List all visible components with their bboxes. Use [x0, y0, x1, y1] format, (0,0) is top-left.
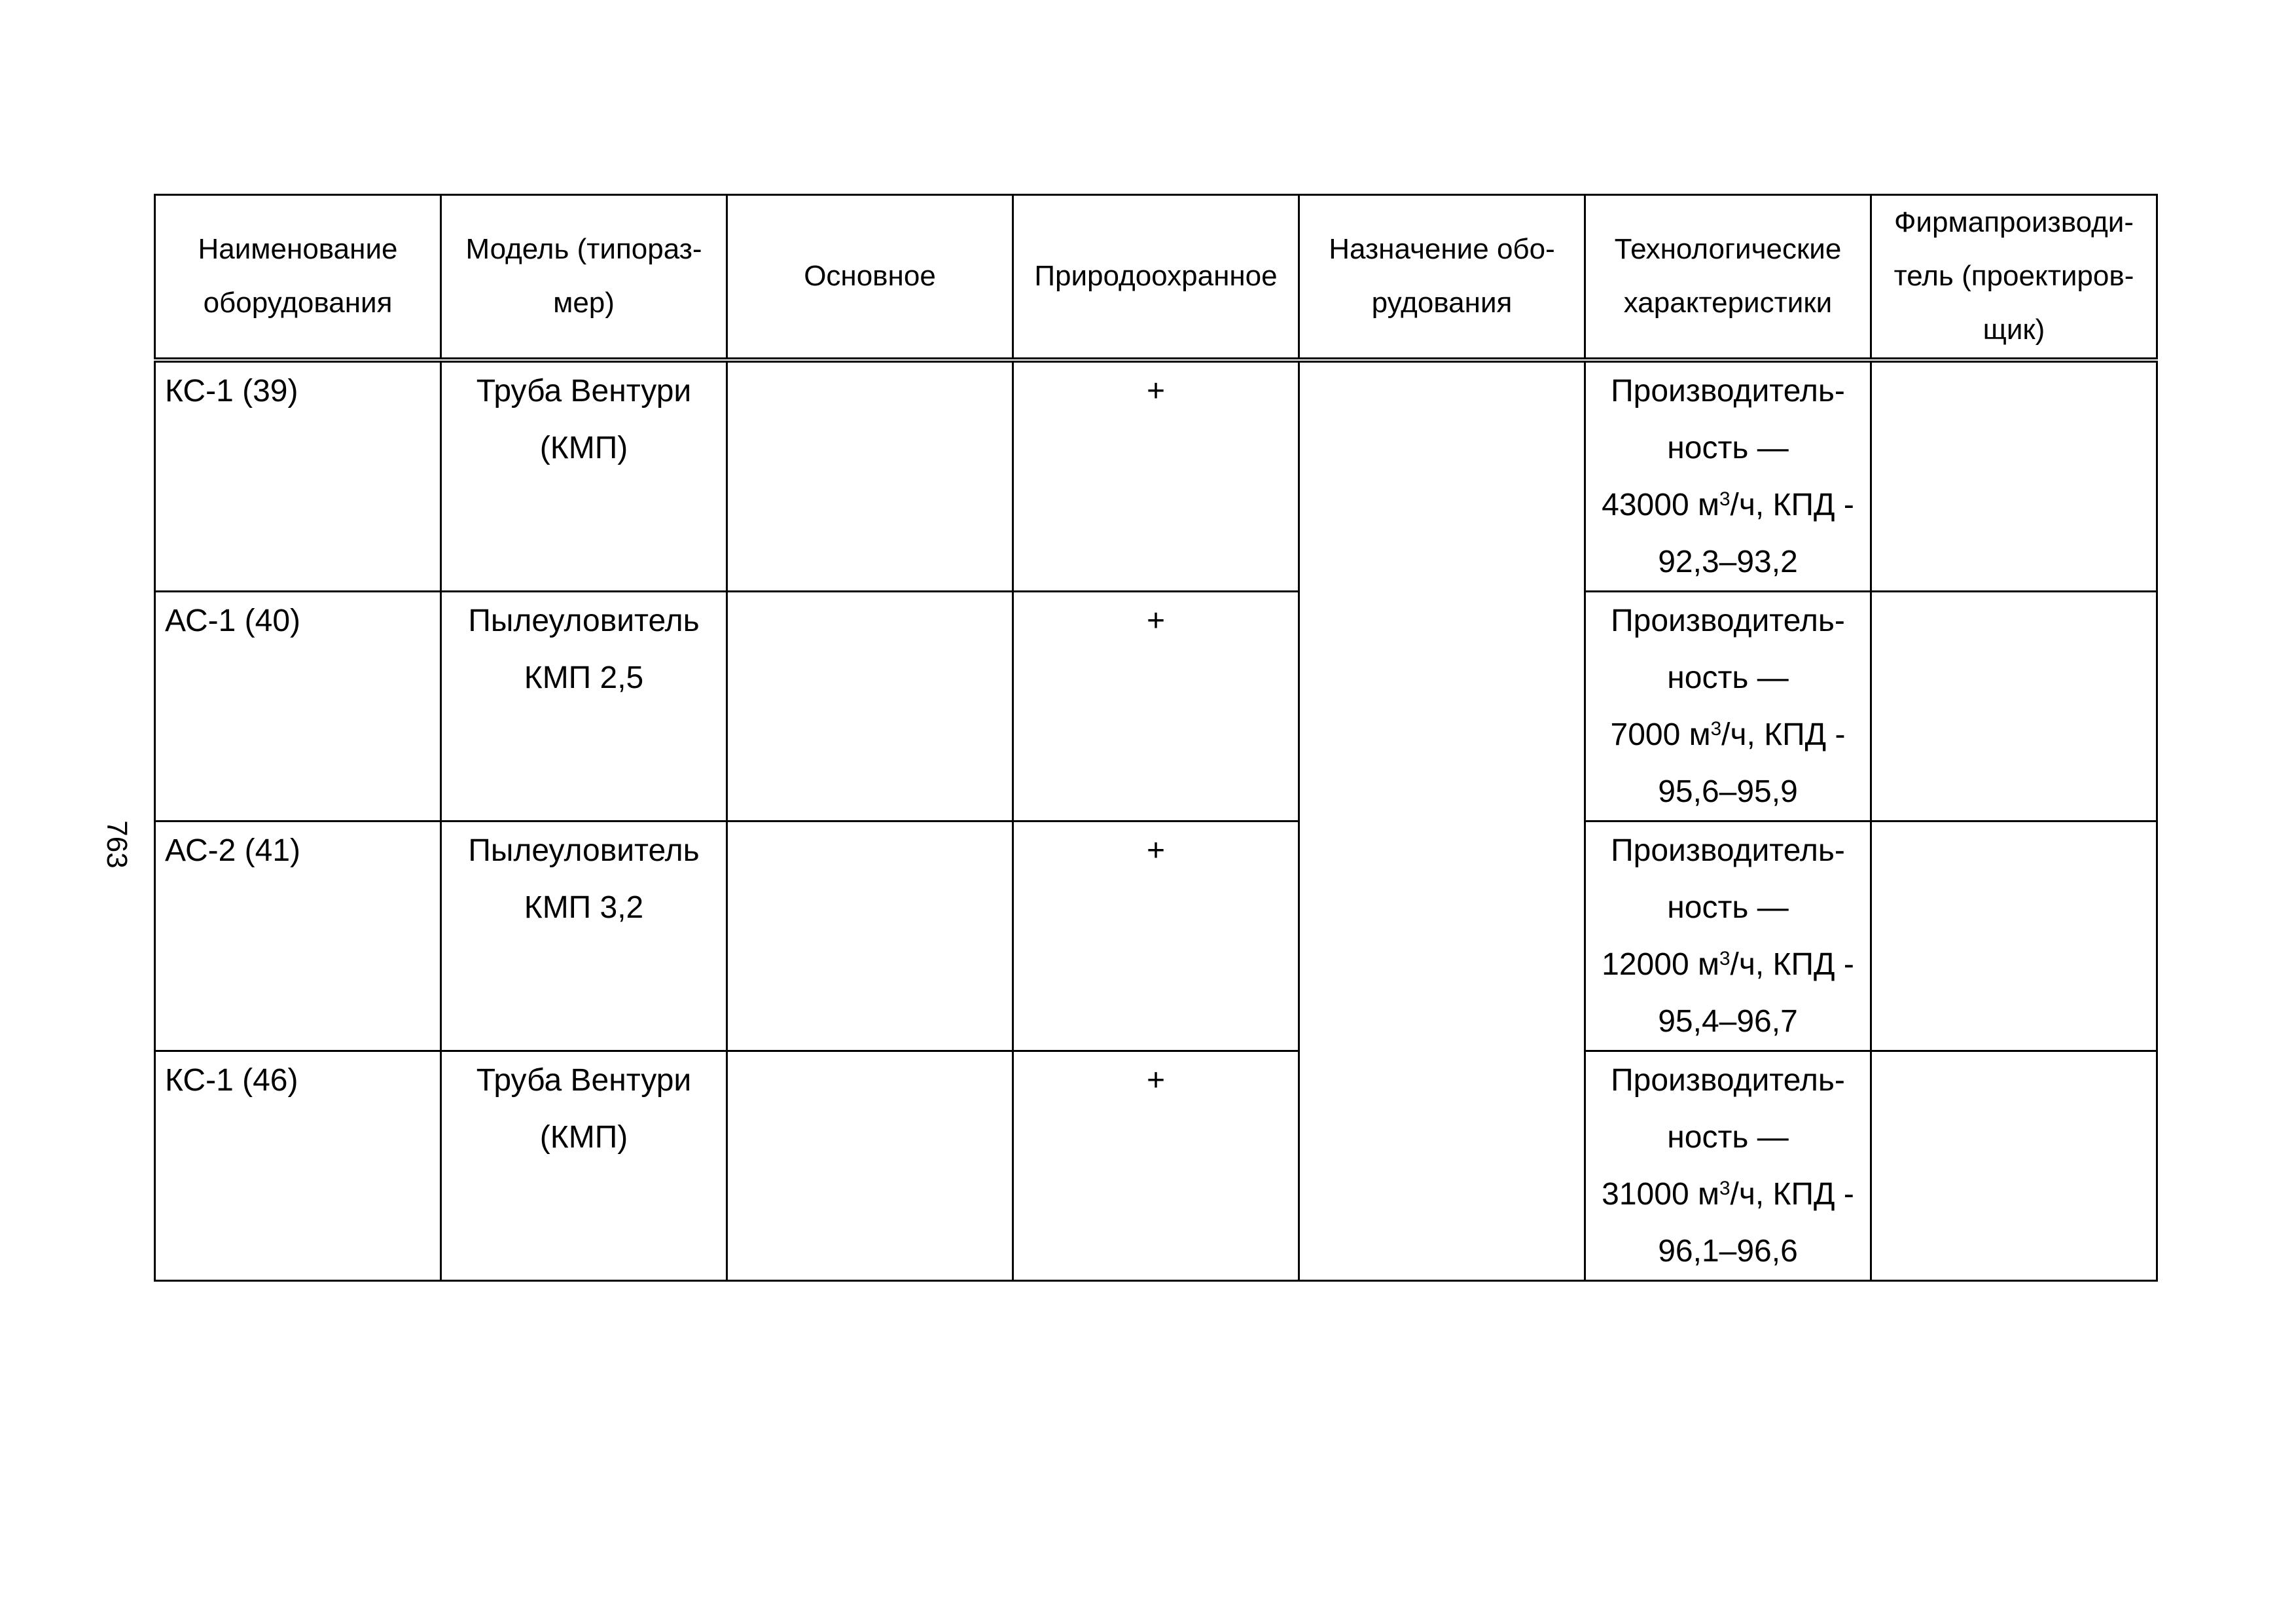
tech-line: Производитель- — [1611, 373, 1845, 408]
flow-unit-rest: /ч, КПД - — [1730, 1176, 1854, 1212]
page-number: 763 — [101, 820, 133, 869]
flow-value: 12000 — [1602, 947, 1689, 982]
cell-model — [441, 821, 727, 1051]
tech-line: ность — — [1667, 890, 1789, 925]
table-row — [155, 360, 2157, 592]
tech-line-flow — [1588, 936, 1867, 993]
tech-line: 92,3–93,2 — [1658, 544, 1798, 579]
flow-unit-rest: /ч, КПД - — [1730, 487, 1854, 522]
cell-main — [727, 360, 1013, 592]
header-line: мер) — [553, 287, 615, 319]
model-line: КМП 2,5 — [524, 660, 644, 695]
tech-line: 96,1–96,6 — [1658, 1233, 1798, 1269]
header-purpose — [1299, 195, 1585, 360]
header-line: Фирмапроизводи- — [1893, 206, 2134, 239]
cell-manufacturer — [1871, 1051, 2157, 1280]
tech-line: ность — — [1667, 660, 1789, 695]
tech-line: 95,4–96,7 — [1658, 1003, 1798, 1039]
tech-line: Производитель- — [1611, 1062, 1845, 1098]
header-line: Наименование — [198, 233, 398, 266]
cell-main — [727, 1051, 1013, 1280]
model-line: КМП 3,2 — [524, 890, 644, 925]
model-line: Труба Вентури — [476, 1062, 692, 1098]
header-line: рудования — [1371, 287, 1513, 319]
header-line: тель (проектиров- — [1893, 260, 2134, 293]
cell-manufacturer — [1871, 360, 2157, 592]
header-line: характеристики — [1623, 287, 1833, 319]
cell-model — [441, 360, 727, 592]
header-tech-specs — [1585, 195, 1871, 360]
cell-model — [441, 1051, 727, 1280]
cell-manufacturer — [1871, 821, 2157, 1051]
cell-environmental: + — [1013, 1051, 1299, 1280]
header-line: Основное — [804, 260, 936, 293]
model-line: (КМП) — [539, 1119, 628, 1155]
cell-equipment-name: КС-1 (46) — [155, 1051, 441, 1280]
flow-unit-exponent: 3 — [1710, 717, 1722, 740]
header-line: Модель (типораз- — [465, 233, 702, 266]
cell-environmental: + — [1013, 360, 1299, 592]
cell-tech-specs — [1585, 360, 1871, 592]
table-row — [155, 821, 2157, 1051]
header-line: Назначение обо- — [1329, 233, 1555, 266]
header-line: щик) — [1982, 314, 2045, 346]
tech-line: 95,6–95,9 — [1658, 774, 1798, 809]
tech-line-flow — [1588, 706, 1867, 763]
tech-line-flow — [1588, 477, 1867, 533]
cell-purpose — [1299, 360, 1585, 1281]
header-row — [155, 195, 2157, 360]
header-environmental — [1013, 195, 1299, 360]
tech-line: Производитель- — [1611, 603, 1845, 638]
flow-unit: м — [1689, 717, 1711, 752]
table-body — [155, 360, 2157, 1281]
flow-unit: м — [1697, 1176, 1719, 1212]
table-header — [155, 195, 2157, 360]
flow-unit-exponent: 3 — [1719, 1177, 1731, 1199]
tech-line: ность — — [1667, 430, 1789, 465]
cell-tech-specs — [1585, 1051, 1871, 1280]
cell-equipment-name: АС-1 (40) — [155, 591, 441, 821]
header-equipment-name — [155, 195, 441, 360]
flow-unit: м — [1697, 947, 1719, 982]
flow-unit-rest: /ч, КПД - — [1721, 717, 1846, 752]
cell-equipment-name: КС-1 (39) — [155, 360, 441, 592]
tech-line: Производитель- — [1611, 833, 1845, 868]
flow-unit-rest: /ч, КПД - — [1730, 947, 1854, 982]
header-line: оборудования — [203, 287, 393, 319]
equipment-table — [154, 194, 2158, 1282]
model-line: Пылеуловитель — [468, 833, 700, 868]
flow-unit-exponent: 3 — [1719, 947, 1731, 969]
model-line: (КМП) — [539, 430, 628, 465]
cell-tech-specs — [1585, 821, 1871, 1051]
flow-value: 7000 — [1610, 717, 1681, 752]
header-manufacturer — [1871, 195, 2157, 360]
model-line: Пылеуловитель — [468, 603, 700, 638]
header-line: Природоохранное — [1034, 260, 1278, 293]
header-line: Технологические — [1614, 233, 1842, 266]
tech-line: ность — — [1667, 1119, 1789, 1155]
flow-unit-exponent: 3 — [1719, 488, 1731, 510]
tech-line-flow — [1588, 1166, 1867, 1223]
cell-manufacturer — [1871, 591, 2157, 821]
table-row — [155, 591, 2157, 821]
cell-environmental: + — [1013, 821, 1299, 1051]
cell-equipment-name: АС-2 (41) — [155, 821, 441, 1051]
model-line: Труба Вентури — [476, 373, 692, 408]
cell-tech-specs — [1585, 591, 1871, 821]
flow-unit: м — [1697, 487, 1719, 522]
header-main — [727, 195, 1013, 360]
flow-value: 31000 — [1602, 1176, 1689, 1212]
header-model — [441, 195, 727, 360]
cell-main — [727, 591, 1013, 821]
cell-main — [727, 821, 1013, 1051]
cell-environmental: + — [1013, 591, 1299, 821]
table-row — [155, 1051, 2157, 1280]
flow-value: 43000 — [1602, 487, 1689, 522]
cell-model — [441, 591, 727, 821]
